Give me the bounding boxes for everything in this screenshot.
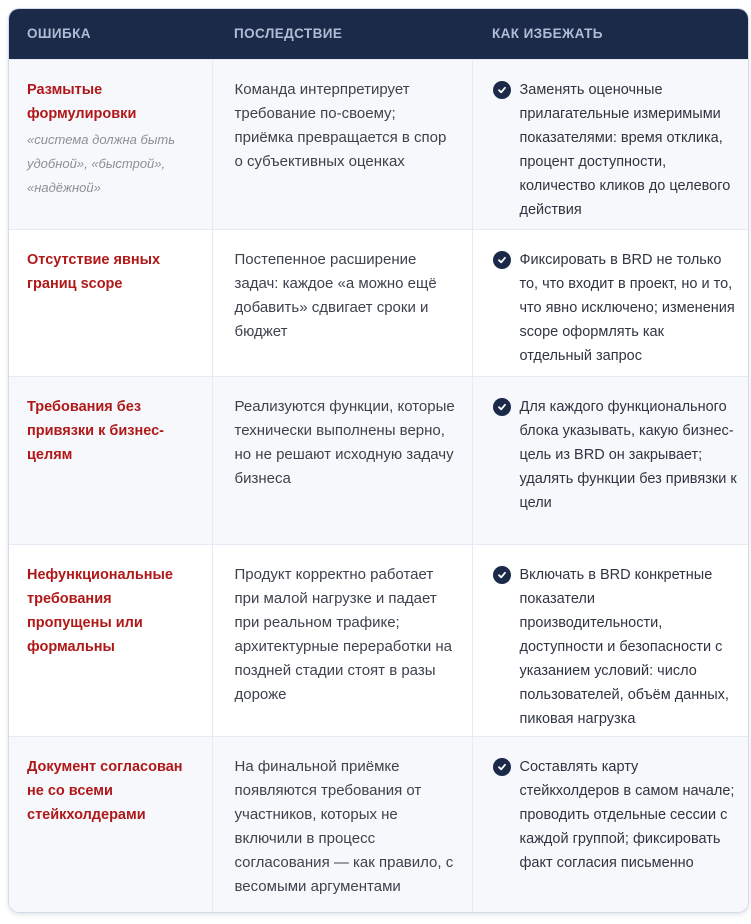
mistake-example: «система должна быть удобной», «быстрой», «надёжной» <box>27 131 176 195</box>
avoid-cell <box>472 376 748 544</box>
check-circle-icon <box>493 251 511 269</box>
consequence-text: Реализуются функции, которые технически выполнены верно, но не решают исходную задачу бизнеса <box>234 397 455 487</box>
table-row <box>9 736 748 912</box>
mistake-title: Требования без привязки к бизнес-целям <box>27 398 165 463</box>
check-circle-icon <box>493 758 511 776</box>
check-circle-icon <box>493 566 511 584</box>
mistake-title: Документ согласован не со всеми стейкхолдерами <box>27 758 183 823</box>
table-row <box>9 544 748 736</box>
consequence-cell <box>212 736 472 912</box>
check-circle-icon <box>493 398 511 416</box>
consequence-text: На финальной приёмке появляются требования от участников, которых не включили в процесс согласования — как правило, с весомыми аргументами <box>234 757 454 895</box>
table-row <box>9 59 748 229</box>
avoid-text: Фиксировать в BRD не только то, что входит в проект, но и то, что явно исключено; изменения scope оформлять как отдельный запрос <box>519 251 735 364</box>
check-circle-icon <box>493 81 511 99</box>
mistake-title: Размытые формулировки <box>27 81 137 122</box>
consequence-text: Постепенное расширение задач: каждое «а можно ещё добавить» сдвигает сроки и бюджет <box>234 250 437 340</box>
mistake-cell <box>9 229 212 376</box>
avoid-cell <box>472 59 748 229</box>
table-row <box>9 229 748 376</box>
consequence-cell <box>212 59 472 229</box>
consequence-text: Команда интерпретирует требование по-своему; приёмка превращается в спор о субъективных оценках <box>234 80 447 170</box>
header-avoid: КАК ИЗБЕЖАТЬ <box>492 26 603 42</box>
avoid-cell <box>472 736 748 912</box>
avoid-text: Составлять карту стейкхолдеров в самом начале; проводить отдельные сессии с каждой группой; фиксировать факт согласия письменно <box>519 758 735 871</box>
avoid-cell <box>472 544 748 736</box>
table-header <box>9 9 748 59</box>
mistakes-table-card <box>8 8 749 913</box>
mistake-cell <box>9 376 212 544</box>
mistake-cell <box>9 736 212 912</box>
table-row <box>9 376 748 544</box>
mistake-title: Нефункциональные требования пропущены или формальны <box>27 566 173 655</box>
mistake-title: Отсутствие явных границ scope <box>27 251 161 292</box>
avoid-cell <box>472 229 748 376</box>
consequence-text: Продукт корректно работает при малой нагрузке и падает при реальном трафике; архитектурные переработки на поздней стадии стоят в разы дороже <box>234 565 452 703</box>
header-mistake: ОШИБКА <box>27 26 91 42</box>
avoid-text: Для каждого функционального блока указывать, какую бизнес-цель из BRD он закрывает; удалять функции без привязки к цели <box>519 398 737 511</box>
avoid-text: Включать в BRD конкретные показатели производительности, доступности и безопасности с указанием условий: число пользователей, объём данных, пиковая нагрузка <box>519 566 729 727</box>
mistake-cell <box>9 59 212 229</box>
mistakes-table <box>9 9 748 912</box>
mistake-cell <box>9 544 212 736</box>
consequence-cell <box>212 229 472 376</box>
header-consequence: ПОСЛЕДСТВИЕ <box>234 26 343 42</box>
avoid-text: Заменять оценочные прилагательные измеримыми показателями: время отклика, процент доступности, количество кликов до целевого действия <box>519 81 731 218</box>
consequence-cell <box>212 376 472 544</box>
consequence-cell <box>212 544 472 736</box>
